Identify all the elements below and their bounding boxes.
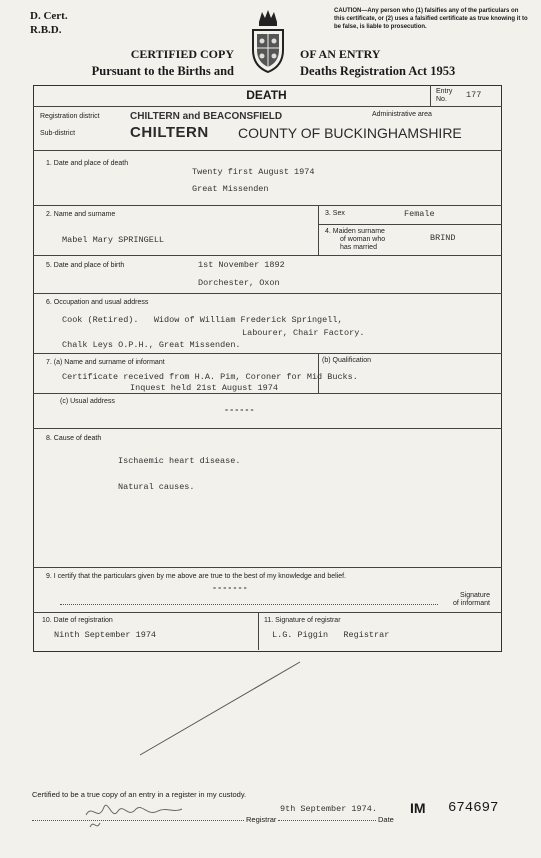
cause-of-death-label: 8. Cause of death xyxy=(46,435,102,442)
sub-district-value: CHILTERN xyxy=(130,124,209,141)
informant-line2: Inquest held 21st August 1974 xyxy=(130,383,278,393)
date-label: Date xyxy=(378,815,394,824)
sub-district-label: Sub-district xyxy=(40,130,76,137)
registrar-label: Registrar xyxy=(246,815,277,824)
registration-district-value: CHILTERN and BEACONSFIELD xyxy=(130,111,283,122)
cause-of-death-line2: Natural causes. xyxy=(118,482,195,492)
title-right-line2: Deaths Registration Act 1953 xyxy=(300,64,456,78)
caution-notice: CAUTION—Any person who (1) falsifies any of the particulars on this certificate, or (2) uses a falsified certificate as true knowing it to be false, is liable to prosecution. xyxy=(334,8,528,30)
administrative-area-label: Administrative area xyxy=(372,111,432,118)
certification-statement: 9. I certify that the particulars given by me above are true to the best of my knowledge and belief. xyxy=(46,573,346,580)
date-of-birth-value: 1st November 1892 xyxy=(198,260,285,270)
date-place-birth-label: 5. Date and place of birth xyxy=(46,262,125,269)
cause-of-death-line1: Ischaemic heart disease. xyxy=(118,456,241,466)
usual-address-value: Chalk Leys O.P.H., Great Missenden. xyxy=(62,340,241,350)
informant-line1: Certificate received from H.A. Pim, Coroner for Mid Bucks. xyxy=(62,372,358,382)
registrar-signature-value: L.G. Piggin Registrar xyxy=(272,630,390,640)
form-code: D. Cert. xyxy=(30,10,68,22)
title-left-line1: CERTIFIED COPY xyxy=(130,47,234,61)
entry-number: 177 xyxy=(466,90,482,100)
certified-date-value: 9th September 1974. xyxy=(280,804,377,814)
sex-value: Female xyxy=(404,209,435,219)
maiden-surname-value: BRIND xyxy=(430,233,456,243)
title-right-line1: OF AN ENTRY xyxy=(300,47,381,61)
date-of-death-value: Twenty first August 1974 xyxy=(192,167,315,177)
sex-label: 3. Sex xyxy=(325,210,345,217)
occupation-address-label: 6. Occupation and usual address xyxy=(46,299,149,306)
county-stamp: COUNTY OF BUCKINGHAMSHIRE xyxy=(238,125,462,141)
informant-name-label: 7. (a) Name and surname of informant xyxy=(46,359,165,366)
form-code-sub: R.B.D. xyxy=(30,24,62,36)
entry-no-label: Entry No. xyxy=(436,88,453,103)
maiden-surname-label-3: has married xyxy=(340,244,377,251)
registration-date-value: Ninth September 1974 xyxy=(54,630,157,640)
informant-address-label: (c) Usual address xyxy=(60,398,115,405)
title-left-line2: Pursuant to the Births and xyxy=(91,64,234,78)
name-surname-label: 2. Name and surname xyxy=(46,211,116,218)
place-of-birth-value: Dorchester, Oxon xyxy=(198,278,280,288)
deceased-name-value: Mabel Mary SPRINGELL xyxy=(62,235,165,245)
informant-signature-value: ------- xyxy=(212,583,248,593)
registration-date-label: 10. Date of registration xyxy=(42,617,113,624)
registrar-signature-handwritten xyxy=(78,793,188,833)
maiden-surname-label-2: of woman who xyxy=(340,236,386,243)
qualification-label: (b) Qualification xyxy=(322,357,372,364)
occupation-line1: Cook (Retired). Widow of William Frederick Springell, xyxy=(62,315,343,325)
occupation-line2: Labourer, Chair Factory. xyxy=(242,328,365,338)
informant-address-value: ------ xyxy=(224,405,255,415)
date-place-death-label: 1. Date and place of death xyxy=(46,160,129,167)
royal-crest-icon xyxy=(248,8,288,76)
section-title: DEATH xyxy=(246,88,287,102)
place-of-death-value: Great Missenden xyxy=(192,184,269,194)
serial-prefix: IM xyxy=(410,800,426,816)
registration-district-label: Registration district xyxy=(40,113,100,120)
certified-statement: Certified to be a true copy of an entry in a register in my custody. xyxy=(32,790,247,799)
informant-signature-label: Signature of informant xyxy=(453,592,490,607)
registrar-signature-label: 11. Signature of registrar xyxy=(264,617,341,624)
serial-number: 674697 xyxy=(448,800,499,816)
maiden-surname-label: 4. Maiden surname xyxy=(325,228,385,235)
